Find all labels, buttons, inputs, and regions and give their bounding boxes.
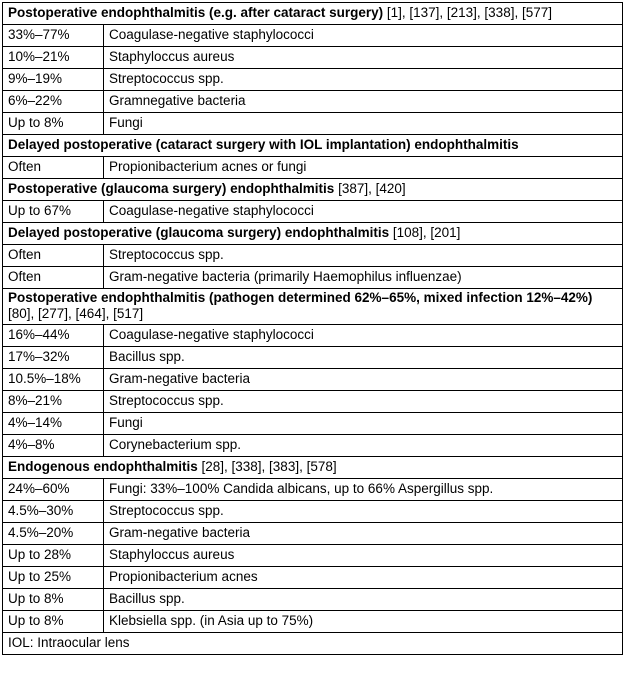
section-title: Postoperative endophthalmitis (e.g. after cataract surgery) (8, 5, 384, 20)
frequency-cell: Often (3, 267, 104, 289)
section-header (3, 457, 623, 479)
frequency-cell: Up to 8% (3, 589, 104, 611)
pathogen-cell: Staphyloccus aureus (104, 545, 623, 567)
section-refs: [28], [338], [383], [578] (197, 459, 337, 474)
section-header-cell (3, 3, 623, 25)
frequency-cell: 4%–8% (3, 435, 104, 457)
frequency-cell: Up to 28% (3, 545, 104, 567)
table-row (3, 25, 623, 47)
section-header-cell (3, 223, 623, 245)
pathogen-cell: Klebsiella spp. (in Asia up to 75%) (104, 611, 623, 633)
section-title: Postoperative (glaucoma surgery) endophthalmitis (8, 181, 335, 196)
table-row (3, 391, 623, 413)
section-header-cell (3, 179, 623, 201)
frequency-cell: Often (3, 157, 104, 179)
table-row (3, 157, 623, 179)
pathogen-cell: Streptococcus spp. (104, 69, 623, 91)
frequency-cell: 8%–21% (3, 391, 104, 413)
section-title: Delayed postoperative (cataract surgery with IOL implantation) endophthalmitis (8, 137, 519, 152)
frequency-cell: 33%–77% (3, 25, 104, 47)
table-row (3, 91, 623, 113)
pathogen-cell: Bacillus spp. (104, 589, 623, 611)
frequency-cell: 10.5%–18% (3, 369, 104, 391)
pathogen-cell: Gram-negative bacteria (primarily Haemophilus influenzae) (104, 267, 623, 289)
table-row (3, 325, 623, 347)
table-row (3, 347, 623, 369)
frequency-cell: Up to 25% (3, 567, 104, 589)
frequency-cell: Up to 8% (3, 113, 104, 135)
table-row (3, 201, 623, 223)
section-header-cell (3, 457, 623, 479)
frequency-cell: 10%–21% (3, 47, 104, 69)
frequency-cell: 6%–22% (3, 91, 104, 113)
frequency-cell: Up to 67% (3, 201, 104, 223)
section-title: Endogenous endophthalmitis (8, 459, 198, 474)
table-row (3, 611, 623, 633)
table-row (3, 567, 623, 589)
table-row (3, 245, 623, 267)
table-row (3, 69, 623, 91)
table-row (3, 479, 623, 501)
table-row (3, 523, 623, 545)
pathogen-cell: Gram-negative bacteria (104, 369, 623, 391)
pathogen-cell: Fungi (104, 113, 623, 135)
frequency-cell: 4.5%–20% (3, 523, 104, 545)
pathogen-cell: Coagulase-negative staphylococci (104, 201, 623, 223)
table-row (3, 47, 623, 69)
table-row (3, 545, 623, 567)
table-row (3, 589, 623, 611)
frequency-cell: Up to 8% (3, 611, 104, 633)
frequency-cell: 4.5%–30% (3, 501, 104, 523)
pathogen-cell: Staphyloccus aureus (104, 47, 623, 69)
section-title: Delayed postoperative (glaucoma surgery) endophthalmitis (8, 225, 390, 240)
section-refs: [1], [137], [213], [338], [577] (383, 5, 552, 20)
pathogen-cell: Streptococcus spp. (104, 391, 623, 413)
pathogen-cell: Gram-negative bacteria (104, 523, 623, 545)
section-header-cell (3, 289, 623, 325)
frequency-cell: 17%–32% (3, 347, 104, 369)
footnote: IOL: Intraocular lens (3, 633, 623, 655)
section-refs: [80], [277], [464], [517] (8, 306, 144, 321)
section-header (3, 223, 623, 245)
section-title: Postoperative endophthalmitis (pathogen determined 62%–65%, mixed infection 12%–42%) (8, 290, 593, 305)
frequency-cell: 9%–19% (3, 69, 104, 91)
section-header (3, 289, 623, 325)
section-header (3, 135, 623, 157)
pathogen-cell: Streptococcus spp. (104, 501, 623, 523)
pathogen-cell: Propionibacterium acnes (104, 567, 623, 589)
table-row (3, 413, 623, 435)
frequency-cell: Often (3, 245, 104, 267)
section-header (3, 179, 623, 201)
pathogen-cell: Coagulase-negative staphylococci (104, 25, 623, 47)
section-refs: [387], [420] (334, 181, 406, 196)
frequency-cell: 4%–14% (3, 413, 104, 435)
pathogen-cell: Fungi (104, 413, 623, 435)
pathogen-cell: Coagulase-negative staphylococci (104, 325, 623, 347)
table-row (3, 267, 623, 289)
table-row (3, 435, 623, 457)
table-row (3, 369, 623, 391)
frequency-cell: 24%–60% (3, 479, 104, 501)
table-row (3, 113, 623, 135)
frequency-cell: 16%–44% (3, 325, 104, 347)
pathogen-cell: Propionibacterium acnes or fungi (104, 157, 623, 179)
pathogen-cell: Fungi: 33%–100% Candida albicans, up to 66% Aspergillus spp. (104, 479, 623, 501)
footnote-row (3, 633, 623, 655)
pathogen-cell: Streptococcus spp. (104, 245, 623, 267)
pathogen-cell: Bacillus spp. (104, 347, 623, 369)
pathogen-cell: Gramnegative bacteria (104, 91, 623, 113)
section-header (3, 3, 623, 25)
endophthalmitis-pathogen-table (2, 2, 623, 655)
pathogen-cell: Corynebacterium spp. (104, 435, 623, 457)
section-header-cell (3, 135, 623, 157)
section-refs: [108], [201] (389, 225, 461, 240)
table-row (3, 501, 623, 523)
